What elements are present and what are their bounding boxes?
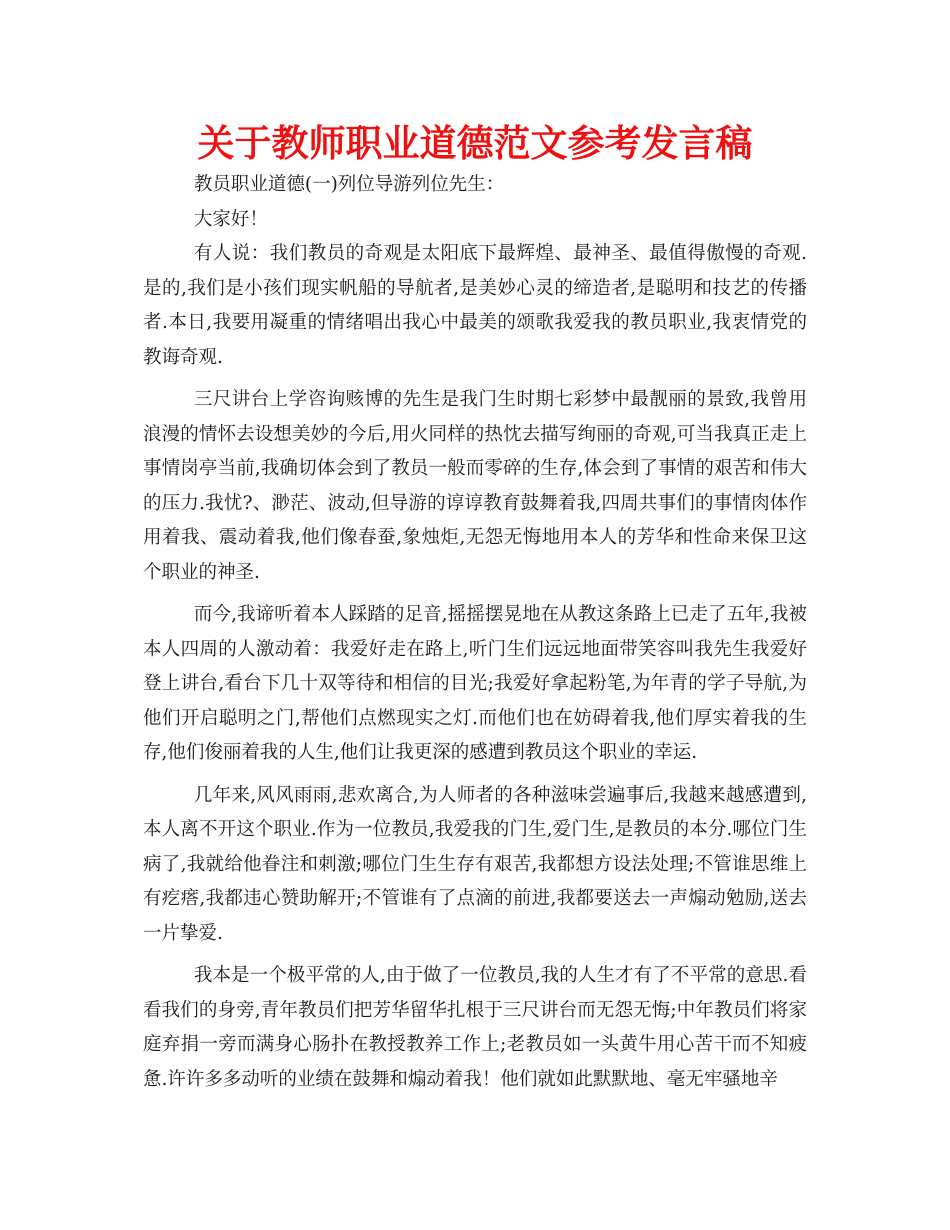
body-paragraph: 三尺讲台上学咨询赅博的先生是我门生时期七彩梦中最靓丽的景致,我曾用浪漫的情怀去设想美妙的今后,用火同样的热忱去描写绚丽的奇观,可当我真正走上事情岗亭当前,我确切体会到了教员一般而零碎的生存,体会到了事情的艰苦和伟大的压力.我忧?、渺茫、波动,但导游的谆谆教育鼓舞着我,四周共事们的事情肉体作用着我、震动着我,他们像春蚕,象烛炬,无怨无悔地用本人的芳华和性命来保卫这个职业的神圣. [143, 389, 807, 583]
body-paragraph: 而今,我谛听着本人踩踏的足音,摇摇摆晃地在从教这条路上已走了五年,我被本人四周的人激动着：我爱好走在路上,听门生们远远地面带笑容叫我先生我爱好登上讲台,看台下几十双等待和相信的目光;我爱好拿起粉笔,为年青的学子导航,为他们开启聪明之门,帮他们点燃现实之灯.而他们也在妨碍着我,他们厚实着我的生存,他们俊丽着我的人生,他们让我更深的感遭到教员这个职业的幸运. [143, 604, 807, 763]
document-title: 关于教师职业道德范文参考发言稿 [197, 122, 753, 165]
body-paragraph: 几年来,风风雨雨,悲欢离合,为人师者的各种滋味尝遍事后,我越来越感遭到,本人离不开这个职业.作为一位教员,我爱我的门生,爱门生,是教员的本分.哪位门生病了,我就给他眷注和刺激;哪位门生生存有艰苦,我都想方设法处理;不管谁思维上有疙瘩,我都违心赞助解开;不管谁有了点滴的前进,我都要送去一声煽动勉励,送去一片挚爱. [143, 784, 807, 944]
body-paragraph: 有人说：我们教员的奇观是太阳底下最辉煌、最神圣、最值得傲慢的奇观.是的,我们是小孩们现实帆船的导航者,是美妙心灵的缔造者,是聪明和技艺的传播者.本日,我要用凝重的情绪唱出我心中最美的颂歌我爱我的教员职业,我衷情党的教诲奇观. [143, 243, 807, 368]
salutation-line: 教员职业道德(一)列位导游列位先生： [193, 174, 505, 195]
body-paragraph: 我本是一个极平常的人,由于做了一位教员,我的人生才有了不平常的意思.看看我们的身旁,青年教员们把芳华留华扎根于三尺讲台而无怨无悔;中年教员们将家庭弃捐一旁而满身心肠扑在教授教养工作上;老教员如一头黄牛用心苦干而不知疲惫.许许多多动听的业绩在鼓舞和煽动着我！他们就如此默默地、毫无牢骚地辛 [143, 965, 807, 1090]
document-body [143, 168, 807, 1097]
greeting-line: 大家好！ [193, 208, 268, 230]
